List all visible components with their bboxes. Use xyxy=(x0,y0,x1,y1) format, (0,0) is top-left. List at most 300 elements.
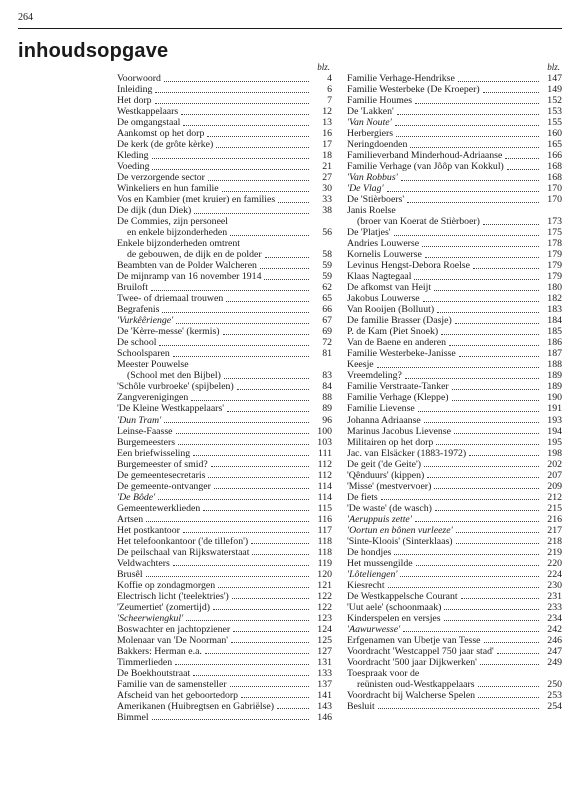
toc-entry xyxy=(347,668,562,679)
toc-entry-title: Neringdoenden xyxy=(347,139,408,151)
toc-entry-title: Afscheid van het geboortedorp xyxy=(117,689,239,701)
dot-leader xyxy=(203,510,309,511)
toc-entry xyxy=(347,304,562,315)
toc-entry-title: 'Van Robbus' xyxy=(347,172,398,184)
toc-entry-page: 58 xyxy=(322,249,332,261)
toc-entry-title: 'Oortun en bônen vurleeze' xyxy=(347,524,453,536)
toc-entry xyxy=(117,381,332,392)
toc-entry-page: 117 xyxy=(317,524,332,536)
toc-entry-page: 124 xyxy=(317,623,332,635)
toc-entry-title: Militairen op het dorp xyxy=(347,436,434,448)
dot-leader xyxy=(183,125,309,126)
toc-entry xyxy=(117,415,332,426)
toc-entry-page: 12 xyxy=(322,106,332,118)
toc-entry-page: 249 xyxy=(547,656,562,668)
toc-entry xyxy=(117,293,332,304)
toc-entry xyxy=(117,679,332,690)
toc-entry-title: Het telefoonkantoor ('de tillefon') xyxy=(117,535,249,547)
toc-entry xyxy=(347,602,562,613)
toc-entry-title: Schoolsparen xyxy=(117,348,170,360)
toc-entry xyxy=(117,558,332,569)
toc-entry-title: P. de Kam (Piet Snoek) xyxy=(347,326,439,338)
dot-leader xyxy=(378,708,539,709)
toc-entry xyxy=(117,470,332,481)
dot-leader xyxy=(191,400,309,401)
toc-entry-page: 149 xyxy=(547,84,562,96)
toc-entry-page: 180 xyxy=(547,282,562,294)
dot-leader xyxy=(146,521,309,522)
toc-entry-page: 207 xyxy=(547,469,562,481)
toc-entry-title: Voordracht bij Walcherse Spelen xyxy=(347,689,476,701)
dot-leader xyxy=(461,598,539,599)
toc-entry-title: De mijnramp van 16 november 1914 xyxy=(117,271,262,283)
toc-entry-title: 'Sinte-Kloois' (Sinterklaas) xyxy=(347,535,453,547)
toc-entry-title: 'Scheerwiengkul' xyxy=(117,612,184,624)
dot-leader xyxy=(415,103,539,104)
dot-leader xyxy=(483,224,539,225)
toc-entry-page: 103 xyxy=(317,436,332,448)
dot-leader xyxy=(223,334,309,335)
dot-leader xyxy=(403,631,539,632)
dot-leader xyxy=(441,334,539,335)
toc-entry-title: De Boekhoutstraat xyxy=(117,667,191,679)
toc-entry xyxy=(117,95,332,106)
toc-entry xyxy=(347,370,562,381)
toc-entry-page: 59 xyxy=(322,260,332,272)
toc-entry xyxy=(117,139,332,150)
toc-entry-title: Toespraak voor de xyxy=(347,667,420,679)
dot-leader xyxy=(211,466,309,467)
toc-entry xyxy=(117,403,332,414)
toc-entry-page: 168 xyxy=(547,172,562,184)
toc-entry-page: 83 xyxy=(322,370,332,382)
toc-entry-page: 143 xyxy=(317,700,332,712)
toc-entry-title: De gemeentesecretaris xyxy=(117,469,206,481)
toc-entry-title: Klaas Nagtegaal xyxy=(347,271,412,283)
toc-entry xyxy=(117,227,332,238)
toc-entry-title: Winkeliers en hun familie xyxy=(117,183,219,195)
toc-entry xyxy=(347,514,562,525)
dot-leader xyxy=(395,125,539,126)
toc-entry-title: de gebouwen, de dijk en de polder xyxy=(127,249,262,261)
dot-leader xyxy=(418,411,539,412)
toc-entry xyxy=(117,492,332,503)
toc-entry-title: De peilschaal van Rijkswaterstaat xyxy=(117,546,250,558)
toc-entry xyxy=(347,525,562,536)
toc-entry xyxy=(347,426,562,437)
dot-leader xyxy=(158,499,309,500)
toc-entry-title: Familie Westerbeke (De Kroeper) xyxy=(347,84,480,96)
toc-entry-title: en enkele bijzonderheden xyxy=(127,227,228,239)
toc-entry-title: Bakkers: Herman e.a. xyxy=(117,645,202,657)
dot-leader xyxy=(427,477,539,478)
toc-entry-page: 13 xyxy=(322,117,332,129)
dot-leader xyxy=(178,444,309,445)
toc-entry-title: Jakobus Louwerse xyxy=(347,293,420,305)
toc-entry xyxy=(117,271,332,282)
toc-entry-title: 'Aeruppuis zette' xyxy=(347,513,412,525)
toc-entry xyxy=(347,337,562,348)
toc-entry xyxy=(117,613,332,624)
toc-entry xyxy=(117,216,332,227)
toc-entry-page: 160 xyxy=(547,128,562,140)
toc-entry xyxy=(347,172,562,183)
toc-entry-title: Familie van de samensteller xyxy=(117,678,227,690)
toc-entry-title: 'Uut aele' (schoonmaak) xyxy=(347,601,442,613)
toc-entry-title: Aankomst op het dorp xyxy=(117,128,205,140)
toc-entry-title: Meester Pouwelse xyxy=(117,359,189,371)
dot-leader xyxy=(216,147,309,148)
toc-entry-page: 96 xyxy=(322,414,332,426)
toc-entry-title: Van Rooijen (Bolluut) xyxy=(347,304,435,316)
toc-entry xyxy=(117,370,332,381)
toc-entry-title: Jac. van Elsäcker (1883-1972) xyxy=(347,447,467,459)
toc-entry-page: 247 xyxy=(547,645,562,657)
toc-entry-title: Brusêl xyxy=(117,568,143,580)
toc-entry-title: Gemeentewerklieden xyxy=(117,502,201,514)
toc-entry xyxy=(347,635,562,646)
toc-entry-title: Amerikanen (Huibregtsen en Gabriëlse) xyxy=(117,700,274,712)
dot-leader xyxy=(437,312,539,313)
dot-leader xyxy=(146,576,309,577)
toc-entry-page: 84 xyxy=(322,381,332,393)
toc-entry xyxy=(117,459,332,470)
toc-entry-title: Electrisch licht ('teelektries') xyxy=(117,590,229,602)
toc-entry xyxy=(347,448,562,459)
toc-entry-page: 118 xyxy=(317,535,332,547)
toc-entry-page: 179 xyxy=(547,260,562,272)
toc-entry-title: De kerk (de grôte kèrke) xyxy=(117,139,214,151)
toc-entry-title: Zangverenigingen xyxy=(117,392,189,404)
toc-entry-page: 62 xyxy=(322,282,332,294)
dot-leader xyxy=(405,378,539,379)
dot-leader xyxy=(252,554,309,555)
toc-entry xyxy=(347,437,562,448)
toc-entry xyxy=(347,73,562,84)
dot-leader xyxy=(425,257,539,258)
dot-leader xyxy=(401,180,539,181)
dot-leader xyxy=(505,158,539,159)
toc-entry-page: 72 xyxy=(322,337,332,349)
toc-entry-title: Begrafenis xyxy=(117,304,160,316)
dot-leader xyxy=(458,81,539,82)
toc-entry-page: 6 xyxy=(327,84,332,96)
dot-leader xyxy=(151,290,309,291)
toc-entry-page: 190 xyxy=(547,392,562,404)
toc-entry xyxy=(347,392,562,403)
toc-entry-title: 'Zeumertiet' (zomertijd) xyxy=(117,601,211,613)
toc-entry xyxy=(117,536,332,547)
toc-entry xyxy=(117,106,332,117)
toc-entry xyxy=(347,646,562,657)
toc-entry-title: (School met den Bijbel) xyxy=(127,370,221,382)
toc-entry-page: 173 xyxy=(547,216,562,228)
dot-leader xyxy=(435,510,539,511)
toc-entry xyxy=(347,591,562,602)
toc-entry xyxy=(347,679,562,690)
toc-entry-page: 122 xyxy=(317,590,332,602)
toc-entry xyxy=(117,503,332,514)
toc-entry xyxy=(347,415,562,426)
toc-entry-page: 179 xyxy=(547,271,562,283)
toc-entry-title: Het dorp xyxy=(117,95,152,107)
dot-leader xyxy=(434,488,539,489)
toc-entry-title: Koffie op zondagmorgen xyxy=(117,579,216,591)
toc-entry-title: De fiets xyxy=(347,491,378,503)
toc-entry-title: De afkomst van Heijt xyxy=(347,282,432,294)
toc-entry-page: 146 xyxy=(317,711,332,723)
toc-entry-page: 7 xyxy=(327,95,332,107)
dot-leader xyxy=(227,411,309,412)
toc-entry xyxy=(117,161,332,172)
dot-leader xyxy=(230,235,309,236)
toc-entry xyxy=(117,238,332,249)
toc-entry-page: 191 xyxy=(547,403,562,415)
toc-entry-title: Enkele bijzonderheden omtrent xyxy=(117,238,240,250)
dot-leader xyxy=(159,345,309,346)
page-number: 264 xyxy=(18,12,33,23)
dot-leader xyxy=(193,455,309,456)
dot-leader xyxy=(155,92,309,93)
toc-entry xyxy=(117,282,332,293)
dot-leader xyxy=(186,620,309,621)
toc-entry-title: Janis Roelse xyxy=(347,205,396,217)
toc-entry-page: 152 xyxy=(547,95,562,107)
toc-entry-page: 114 xyxy=(317,480,332,492)
toc-entry-page: 254 xyxy=(547,700,562,712)
toc-entry-page: 185 xyxy=(547,326,562,338)
toc-entry-page: 119 xyxy=(317,557,332,569)
toc-entry-title: 'Schôle vurbroeke' (spijbelen) xyxy=(117,381,234,393)
toc-entry-title: Andries Louwerse xyxy=(347,238,420,250)
toc-entry xyxy=(117,635,332,646)
toc-entry-title: De Commies, zijn personeel xyxy=(117,216,229,228)
toc-entry-page: 18 xyxy=(322,150,332,162)
dot-leader xyxy=(152,169,309,170)
toc-entry-page: 153 xyxy=(547,106,562,118)
toc-entry xyxy=(117,525,332,536)
dot-leader xyxy=(176,323,309,324)
toc-entry-page: 175 xyxy=(547,227,562,239)
dot-leader xyxy=(449,345,539,346)
toc-entry-title: Beambten van de Polder Walcheren xyxy=(117,260,257,272)
toc-entry-page: 114 xyxy=(317,491,332,503)
column-header: blz. xyxy=(317,62,330,72)
toc-entry-page: 166 xyxy=(547,150,562,162)
toc-entry-title: Burgemeesters xyxy=(117,436,176,448)
toc-entry-title: De gemeente-ontvanger xyxy=(117,480,211,492)
toc-entry xyxy=(117,646,332,657)
toc-entry-page: 65 xyxy=(322,293,332,305)
dot-leader xyxy=(207,136,309,137)
toc-entry-page: 179 xyxy=(547,249,562,261)
dot-leader xyxy=(277,708,309,709)
dot-leader xyxy=(264,279,309,280)
toc-entry xyxy=(347,613,562,624)
toc-entry xyxy=(347,459,562,470)
toc-entry xyxy=(347,150,562,161)
dot-leader xyxy=(507,169,539,170)
toc-entry-page: 116 xyxy=(317,513,332,525)
toc-entry-title: Van de Baene en anderen xyxy=(347,337,447,349)
dot-leader xyxy=(469,455,539,456)
toc-entry xyxy=(347,547,562,558)
toc-list-left xyxy=(117,73,332,723)
toc-entry xyxy=(117,73,332,84)
toc-entry-title: 'De Vlag' xyxy=(347,183,384,195)
toc-entry-page: 209 xyxy=(547,480,562,492)
toc-entry xyxy=(117,172,332,183)
toc-entry-page: 16 xyxy=(322,128,332,140)
toc-entry-page: 4 xyxy=(327,73,332,85)
dot-leader xyxy=(473,268,539,269)
toc-entry-title: Timmerlieden xyxy=(117,656,173,668)
toc-entry-page: 133 xyxy=(317,667,332,679)
toc-entry xyxy=(117,392,332,403)
dot-leader xyxy=(278,202,309,203)
toc-entry-page: 194 xyxy=(547,425,562,437)
toc-entry xyxy=(117,448,332,459)
toc-entry xyxy=(117,315,332,326)
toc-entry-title: Vos en Kambier (met kruier) en families xyxy=(117,194,276,206)
toc-entry xyxy=(347,558,562,569)
toc-entry-title: 'Aawurwesse' xyxy=(347,623,401,635)
dot-leader xyxy=(155,103,309,104)
dot-leader xyxy=(455,323,539,324)
dot-leader xyxy=(415,521,539,522)
toc-entry-page: 216 xyxy=(547,513,562,525)
toc-entry-page: 217 xyxy=(547,524,562,536)
dot-leader xyxy=(175,664,309,665)
toc-entry-page: 111 xyxy=(318,447,332,459)
dot-leader xyxy=(394,235,539,236)
dot-leader xyxy=(181,114,309,115)
dot-leader xyxy=(152,719,309,720)
dot-leader xyxy=(226,301,309,302)
toc-entry-page: 234 xyxy=(547,612,562,624)
toc-entry-page: 115 xyxy=(317,502,332,514)
toc-entry-title: Leinse-Faasse xyxy=(117,425,173,437)
toc-entry xyxy=(117,481,332,492)
toc-entry xyxy=(347,326,562,337)
toc-entry-title: 'De Bôde' xyxy=(117,491,156,503)
toc-entry xyxy=(347,481,562,492)
toc-entry xyxy=(117,602,332,613)
toc-entry xyxy=(347,205,562,216)
toc-entry-page: 56 xyxy=(322,227,332,239)
toc-entry-title: Voordracht 'Westcappel 750 jaar stad' xyxy=(347,645,494,657)
toc-entry-title: reünisten oud-Westkappelaars xyxy=(357,678,475,690)
dot-leader xyxy=(218,587,309,588)
dot-leader xyxy=(205,653,309,654)
toc-entry xyxy=(347,282,562,293)
dot-leader xyxy=(454,433,539,434)
toc-entry-page: 224 xyxy=(547,568,562,580)
toc-entry-page: 120 xyxy=(317,568,332,580)
toc-column-right xyxy=(347,62,562,712)
toc-entry-title: 'Van Noute' xyxy=(347,117,392,129)
toc-entry-title: Burgemeester of smid? xyxy=(117,458,208,470)
toc-entry-page: 202 xyxy=(547,458,562,470)
toc-entry-page: 165 xyxy=(547,139,562,151)
dot-leader xyxy=(194,213,309,214)
dot-leader xyxy=(387,191,539,192)
toc-entry-page: 30 xyxy=(322,183,332,195)
toc-entry xyxy=(117,337,332,348)
toc-entry-page: 219 xyxy=(547,546,562,558)
dot-leader xyxy=(173,356,309,357)
toc-entry-page: 195 xyxy=(547,436,562,448)
toc-entry-page: 220 xyxy=(547,557,562,569)
dot-leader xyxy=(396,136,539,137)
dot-leader xyxy=(162,312,309,313)
toc-entry-page: 38 xyxy=(322,205,332,217)
toc-entry-title: Familie Verstraate-Tanker xyxy=(347,381,449,393)
dot-leader xyxy=(265,257,309,258)
toc-entry-page: 81 xyxy=(322,348,332,360)
dot-leader xyxy=(222,191,309,192)
toc-entry-title: Voeding xyxy=(117,161,150,173)
toc-entry xyxy=(347,139,562,150)
page-title: inhoudsopgave xyxy=(18,40,169,62)
toc-entry-title: 'Misse' (mestvervoer) xyxy=(347,480,432,492)
dot-leader xyxy=(424,466,539,467)
toc-entry xyxy=(117,668,332,679)
toc-entry-page: 178 xyxy=(547,238,562,250)
toc-entry xyxy=(347,271,562,282)
toc-entry xyxy=(117,183,332,194)
toc-entry-title: De 'Lakken' xyxy=(347,106,394,118)
toc-entry xyxy=(117,249,332,260)
toc-entry-title: Inleiding xyxy=(117,84,153,96)
toc-entry xyxy=(117,514,332,525)
toc-entry xyxy=(347,106,562,117)
toc-entry xyxy=(347,348,562,359)
toc-entry xyxy=(117,657,332,668)
dot-leader xyxy=(423,301,539,302)
toc-entry-page: 188 xyxy=(547,359,562,371)
toc-entry-page: 123 xyxy=(317,612,332,624)
dot-leader xyxy=(224,378,309,379)
dot-leader xyxy=(410,147,539,148)
toc-entry-title: Familie Verhage (Kleppe) xyxy=(347,392,449,404)
toc-entry xyxy=(347,293,562,304)
dot-leader xyxy=(444,609,539,610)
toc-entry xyxy=(117,426,332,437)
toc-entry-page: 233 xyxy=(547,601,562,613)
toc-entry xyxy=(347,470,562,481)
dot-leader xyxy=(251,543,309,544)
dot-leader xyxy=(394,554,539,555)
toc-entry xyxy=(347,624,562,635)
toc-entry-page: 242 xyxy=(547,623,562,635)
toc-entry-title: 'Vurkêêrienge' xyxy=(117,315,174,327)
dot-leader xyxy=(260,268,309,269)
toc-entry-page: 215 xyxy=(547,502,562,514)
dot-leader xyxy=(232,598,309,599)
toc-entry-title: De 'Stièrboers' xyxy=(347,194,405,206)
toc-entry-page: 17 xyxy=(322,139,332,151)
column-header: blz. xyxy=(547,62,560,72)
dot-leader xyxy=(480,664,539,665)
toc-entry-page: 250 xyxy=(547,678,562,690)
dot-leader xyxy=(414,279,539,280)
toc-entry xyxy=(347,492,562,503)
dot-leader xyxy=(459,356,539,357)
toc-entry-title: Marinus Jacobus Lievense xyxy=(347,425,451,437)
dot-leader xyxy=(452,400,539,401)
toc-entry-title: Kinderspelen en versjes xyxy=(347,612,441,624)
